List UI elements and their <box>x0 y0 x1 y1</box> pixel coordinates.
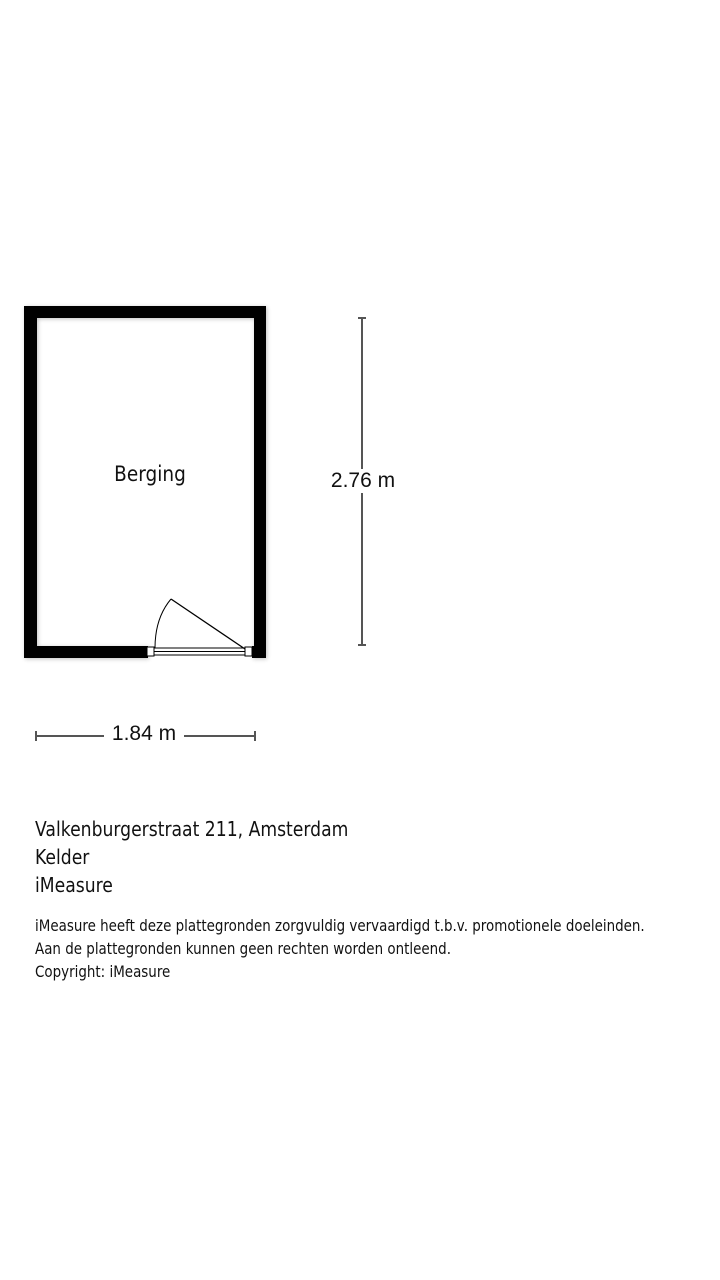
company-name: iMeasure <box>35 873 113 897</box>
floor-name: Kelder <box>35 845 90 869</box>
disclaimer-line-1: iMeasure heeft deze plattegronden zorgvuldig vervaardigd t.b.v. promotionele doeleinden. <box>35 916 645 935</box>
dimension-height-label: 2.76 m <box>318 469 408 493</box>
disclaimer-line-2: Aan de plattegronden kunnen geen rechten worden ontleend. <box>35 939 451 958</box>
address: Valkenburgerstraat 211, Amsterdam <box>35 817 349 841</box>
door-icon <box>147 599 252 656</box>
disclaimer <box>35 914 720 983</box>
copyright: Copyright: iMeasure <box>35 962 171 981</box>
room-label: Berging <box>114 462 186 486</box>
property-info <box>35 815 399 899</box>
dimension-width-label: 1.84 m <box>104 722 184 746</box>
